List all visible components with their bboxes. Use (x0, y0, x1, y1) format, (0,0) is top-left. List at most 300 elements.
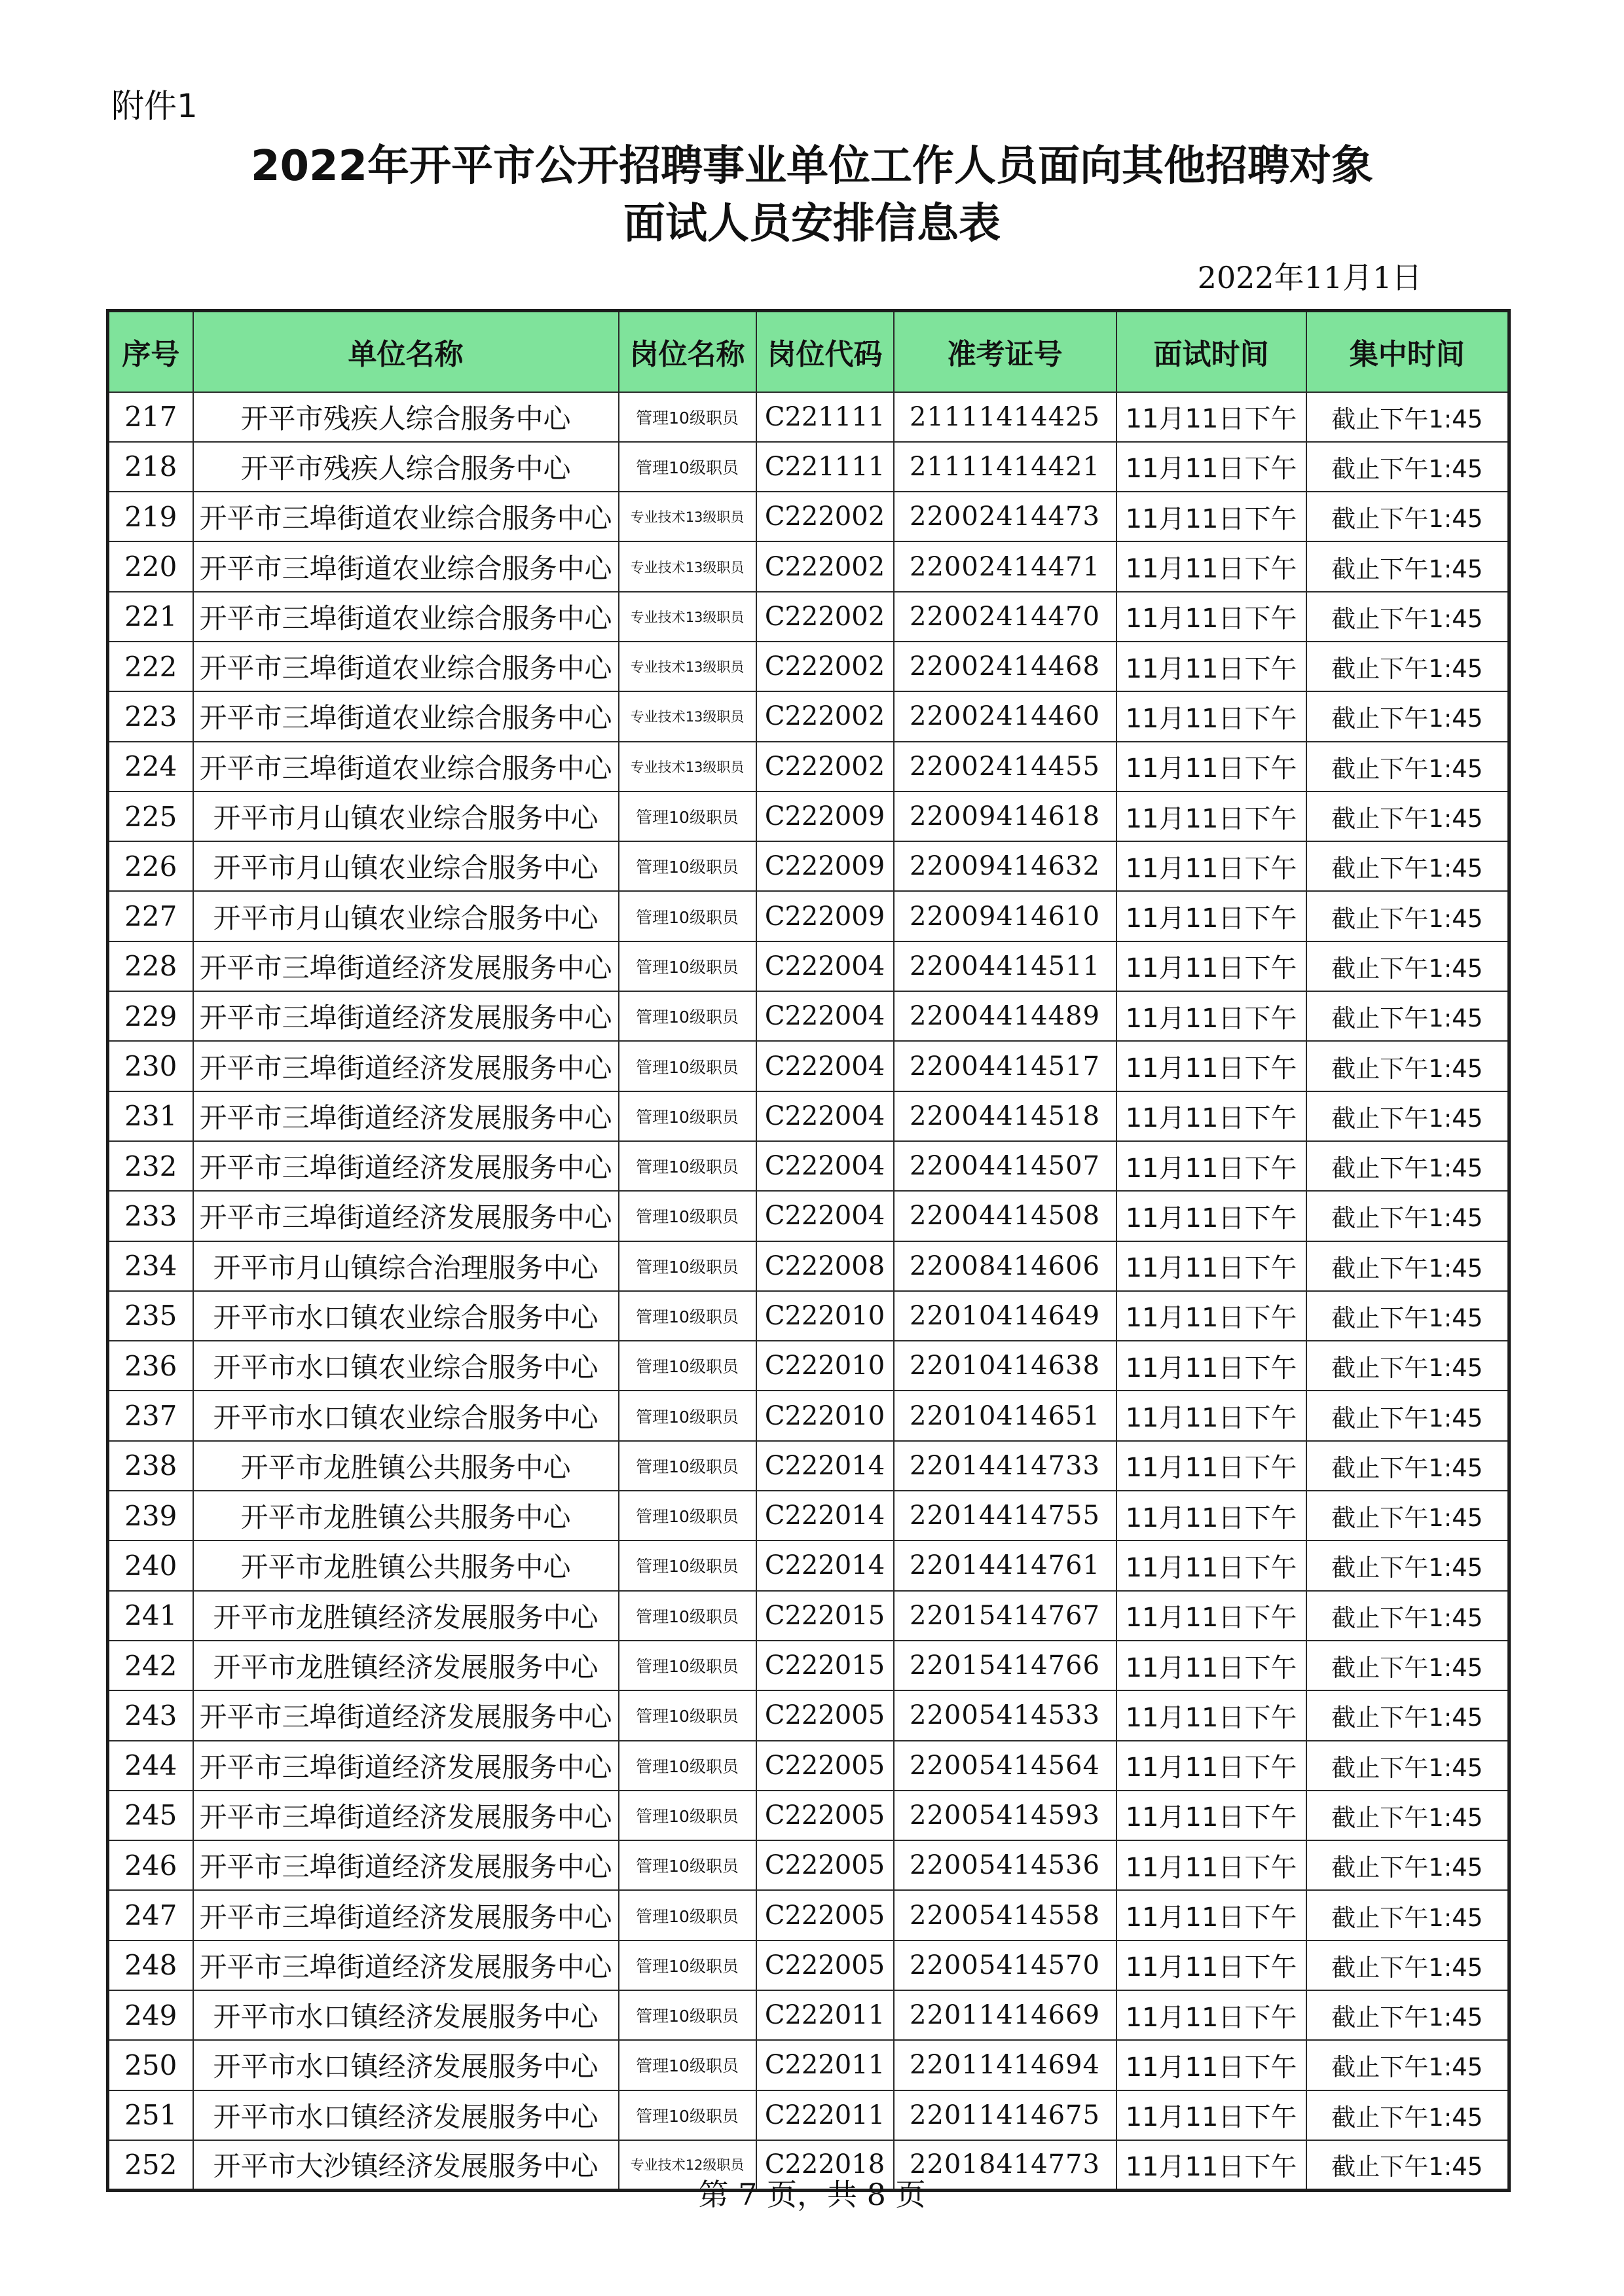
cell-seq: 237 (108, 1391, 193, 1440)
cell-gather-time: 截止下午1:45 (1306, 891, 1509, 941)
cell-post-code: C222005 (756, 1941, 894, 1990)
cell-interview-time: 11月11日下午 (1116, 592, 1306, 642)
cell-interview-time: 11月11日下午 (1116, 1041, 1306, 1091)
table-row (108, 1041, 1509, 1091)
table-row (108, 691, 1509, 741)
table-row (108, 792, 1509, 841)
cell-gather-time: 截止下午1:45 (1306, 1941, 1509, 1990)
cell-unit-name: 开平市三埠街道经济发展服务中心 (193, 1091, 619, 1141)
cell-interview-time: 11月11日下午 (1116, 1191, 1306, 1241)
cell-post-code: C222014 (756, 1540, 894, 1590)
cell-unit-name: 开平市水口镇经济发展服务中心 (193, 2090, 619, 2140)
cell-post-name: 管理10级职员 (619, 1291, 756, 1341)
cell-interview-time: 11月11日下午 (1116, 2090, 1306, 2140)
cell-seq: 225 (108, 792, 193, 841)
cell-interview-time: 11月11日下午 (1116, 891, 1306, 941)
cell-ticket-number: 22014414733 (894, 1441, 1116, 1491)
cell-seq: 248 (108, 1941, 193, 1990)
cell-post-code: C222002 (756, 642, 894, 691)
cell-gather-time: 截止下午1:45 (1306, 1141, 1509, 1191)
cell-ticket-number: 22009414610 (894, 891, 1116, 941)
cell-post-name: 管理10级职员 (619, 1990, 756, 2040)
interview-schedule-table (106, 309, 1511, 2192)
cell-post-name: 管理10级职员 (619, 941, 756, 991)
cell-gather-time: 截止下午1:45 (1306, 742, 1509, 792)
cell-ticket-number: 22010414651 (894, 1391, 1116, 1440)
cell-post-code: C222004 (756, 941, 894, 991)
cell-post-name: 专业技术13级职员 (619, 642, 756, 691)
cell-ticket-number: 22008414606 (894, 1241, 1116, 1291)
cell-ticket-number: 22004414511 (894, 941, 1116, 991)
cell-seq: 229 (108, 991, 193, 1041)
cell-unit-name: 开平市龙胜镇公共服务中心 (193, 1491, 619, 1540)
cell-seq: 251 (108, 2090, 193, 2140)
cell-interview-time: 11月11日下午 (1116, 841, 1306, 891)
table-row (108, 1540, 1509, 1590)
cell-unit-name: 开平市三埠街道经济发展服务中心 (193, 1840, 619, 1890)
cell-seq: 230 (108, 1041, 193, 1091)
cell-post-code: C222005 (756, 1890, 894, 1940)
cell-post-code: C222011 (756, 2090, 894, 2140)
cell-seq: 228 (108, 941, 193, 991)
cell-seq: 226 (108, 841, 193, 891)
cell-gather-time: 截止下午1:45 (1306, 1091, 1509, 1141)
cell-unit-name: 开平市三埠街道经济发展服务中心 (193, 1941, 619, 1990)
cell-unit-name: 开平市三埠街道农业综合服务中心 (193, 492, 619, 541)
cell-unit-name: 开平市大沙镇经济发展服务中心 (193, 2140, 619, 2190)
cell-seq: 238 (108, 1441, 193, 1491)
cell-post-name: 管理10级职员 (619, 1890, 756, 1940)
cell-post-code: C222015 (756, 1591, 894, 1641)
cell-unit-name: 开平市水口镇农业综合服务中心 (193, 1291, 619, 1341)
cell-post-code: C222008 (756, 1241, 894, 1291)
cell-seq: 234 (108, 1241, 193, 1291)
cell-gather-time: 截止下午1:45 (1306, 1641, 1509, 1690)
cell-post-code: C222018 (756, 2140, 894, 2190)
cell-ticket-number: 22018414773 (894, 2140, 1116, 2190)
cell-post-code: C222005 (756, 1690, 894, 1740)
cell-unit-name: 开平市三埠街道经济发展服务中心 (193, 1141, 619, 1191)
cell-gather-time: 截止下午1:45 (1306, 1491, 1509, 1540)
cell-unit-name: 开平市水口镇经济发展服务中心 (193, 1990, 619, 2040)
cell-gather-time: 截止下午1:45 (1306, 1791, 1509, 1840)
cell-seq: 222 (108, 642, 193, 691)
cell-interview-time: 11月11日下午 (1116, 492, 1306, 541)
cell-unit-name: 开平市三埠街道经济发展服务中心 (193, 1191, 619, 1241)
cell-unit-name: 开平市龙胜镇公共服务中心 (193, 1540, 619, 1590)
cell-ticket-number: 22004414489 (894, 991, 1116, 1041)
table-row (108, 1091, 1509, 1141)
table-row (108, 1990, 1509, 2040)
cell-post-name: 管理10级职员 (619, 1791, 756, 1840)
cell-gather-time: 截止下午1:45 (1306, 1591, 1509, 1641)
cell-post-name: 管理10级职员 (619, 1041, 756, 1091)
cell-ticket-number: 21111414425 (894, 392, 1116, 442)
cell-gather-time: 截止下午1:45 (1306, 991, 1509, 1041)
cell-interview-time: 11月11日下午 (1116, 1291, 1306, 1341)
cell-ticket-number: 22011414675 (894, 2090, 1116, 2140)
table-row (108, 442, 1509, 492)
cell-ticket-number: 22010414649 (894, 1291, 1116, 1341)
cell-ticket-number: 22002414460 (894, 691, 1116, 741)
cell-unit-name: 开平市三埠街道经济发展服务中心 (193, 1791, 619, 1840)
table-body (108, 392, 1509, 2191)
cell-ticket-number: 22004414508 (894, 1191, 1116, 1241)
header-ticket-number: 准考证号 (894, 311, 1116, 392)
cell-ticket-number: 22002414473 (894, 492, 1116, 541)
cell-seq: 231 (108, 1091, 193, 1141)
document-date: 2022年11月1日 (1197, 260, 1422, 295)
cell-ticket-number: 22010414638 (894, 1341, 1116, 1391)
cell-seq: 239 (108, 1491, 193, 1540)
cell-unit-name: 开平市龙胜镇公共服务中心 (193, 1441, 619, 1491)
cell-post-name: 管理10级职员 (619, 1191, 756, 1241)
cell-unit-name: 开平市三埠街道农业综合服务中心 (193, 541, 619, 591)
cell-gather-time: 截止下午1:45 (1306, 941, 1509, 991)
cell-seq: 221 (108, 592, 193, 642)
cell-gather-time: 截止下午1:45 (1306, 1990, 1509, 2040)
cell-gather-time: 截止下午1:45 (1306, 642, 1509, 691)
table-row (108, 1191, 1509, 1241)
cell-unit-name: 开平市三埠街道经济发展服务中心 (193, 941, 619, 991)
cell-post-code: C222004 (756, 1141, 894, 1191)
cell-post-name: 专业技术13级职员 (619, 592, 756, 642)
cell-ticket-number: 22009414632 (894, 841, 1116, 891)
header-post-code: 岗位代码 (756, 311, 894, 392)
cell-interview-time: 11月11日下午 (1116, 1241, 1306, 1291)
cell-post-name: 管理10级职员 (619, 1091, 756, 1141)
table-row (108, 1341, 1509, 1391)
cell-post-name: 管理10级职员 (619, 1591, 756, 1641)
cell-post-name: 管理10级职员 (619, 1540, 756, 1590)
cell-unit-name: 开平市三埠街道经济发展服务中心 (193, 1041, 619, 1091)
document-title-line-2: 面试人员安排信息表 (623, 200, 1001, 248)
cell-post-code: C222004 (756, 1091, 894, 1141)
cell-post-name: 管理10级职员 (619, 1341, 756, 1391)
cell-interview-time: 11月11日下午 (1116, 1791, 1306, 1840)
cell-gather-time: 截止下午1:45 (1306, 2140, 1509, 2190)
cell-interview-time: 11月11日下午 (1116, 392, 1306, 442)
cell-gather-time: 截止下午1:45 (1306, 1540, 1509, 1590)
header-post-name: 岗位名称 (619, 311, 756, 392)
table-header-row (108, 311, 1509, 392)
table-row (108, 642, 1509, 691)
cell-post-name: 管理10级职员 (619, 392, 756, 442)
cell-ticket-number: 22002414471 (894, 541, 1116, 591)
cell-seq: 249 (108, 1990, 193, 2040)
cell-seq: 220 (108, 541, 193, 591)
cell-interview-time: 11月11日下午 (1116, 792, 1306, 841)
cell-ticket-number: 22005414564 (894, 1741, 1116, 1791)
cell-post-name: 管理10级职员 (619, 1840, 756, 1890)
cell-unit-name: 开平市月山镇农业综合服务中心 (193, 792, 619, 841)
cell-gather-time: 截止下午1:45 (1306, 691, 1509, 741)
cell-seq: 250 (108, 2040, 193, 2090)
cell-seq: 232 (108, 1141, 193, 1191)
cell-gather-time: 截止下午1:45 (1306, 1690, 1509, 1740)
cell-gather-time: 截止下午1:45 (1306, 392, 1509, 442)
cell-interview-time: 11月11日下午 (1116, 642, 1306, 691)
cell-interview-time: 11月11日下午 (1116, 442, 1306, 492)
cell-post-name: 管理10级职员 (619, 841, 756, 891)
cell-post-name: 管理10级职员 (619, 891, 756, 941)
cell-post-name: 专业技术13级职员 (619, 691, 756, 741)
table-row (108, 1391, 1509, 1440)
cell-gather-time: 截止下午1:45 (1306, 2090, 1509, 2140)
cell-post-code: C222010 (756, 1291, 894, 1341)
table-row (108, 541, 1509, 591)
cell-seq: 236 (108, 1341, 193, 1391)
cell-gather-time: 截止下午1:45 (1306, 1741, 1509, 1791)
table-row (108, 941, 1509, 991)
cell-ticket-number: 22005414536 (894, 1840, 1116, 1890)
cell-post-name: 管理10级职员 (619, 1941, 756, 1990)
cell-unit-name: 开平市月山镇农业综合服务中心 (193, 841, 619, 891)
cell-unit-name: 开平市水口镇农业综合服务中心 (193, 1341, 619, 1391)
header-gather-time: 集中时间 (1306, 311, 1509, 392)
cell-interview-time: 11月11日下午 (1116, 691, 1306, 741)
cell-ticket-number: 22014414761 (894, 1540, 1116, 1590)
cell-unit-name: 开平市残疾人综合服务中心 (193, 442, 619, 492)
cell-post-code: C222014 (756, 1491, 894, 1540)
cell-gather-time: 截止下午1:45 (1306, 1341, 1509, 1391)
cell-post-code: C222002 (756, 492, 894, 541)
cell-unit-name: 开平市三埠街道农业综合服务中心 (193, 592, 619, 642)
table-row (108, 2040, 1509, 2090)
cell-gather-time: 截止下午1:45 (1306, 792, 1509, 841)
table-row (108, 392, 1509, 442)
table-row (108, 991, 1509, 1041)
cell-ticket-number: 22011414694 (894, 2040, 1116, 2090)
cell-post-code: C222004 (756, 1041, 894, 1091)
cell-post-code: C222004 (756, 991, 894, 1041)
cell-gather-time: 截止下午1:45 (1306, 1391, 1509, 1440)
cell-gather-time: 截止下午1:45 (1306, 492, 1509, 541)
cell-interview-time: 11月11日下午 (1116, 1591, 1306, 1641)
cell-post-name: 管理10级职员 (619, 1741, 756, 1791)
cell-post-code: C222005 (756, 1791, 894, 1840)
table-row (108, 742, 1509, 792)
cell-interview-time: 11月11日下午 (1116, 1990, 1306, 2040)
cell-interview-time: 11月11日下午 (1116, 1141, 1306, 1191)
table-row (108, 841, 1509, 891)
cell-interview-time: 11月11日下午 (1116, 1840, 1306, 1890)
cell-post-name: 专业技术13级职员 (619, 742, 756, 792)
cell-unit-name: 开平市三埠街道经济发展服务中心 (193, 1890, 619, 1940)
cell-post-code: C222002 (756, 541, 894, 591)
cell-post-name: 专业技术12级职员 (619, 2140, 756, 2190)
cell-post-name: 专业技术13级职员 (619, 541, 756, 591)
cell-post-name: 管理10级职员 (619, 1491, 756, 1540)
page-footer: 第 7 页，共 8 页 (698, 2177, 926, 2212)
cell-seq: 241 (108, 1591, 193, 1641)
cell-unit-name: 开平市水口镇农业综合服务中心 (193, 1391, 619, 1440)
cell-post-code: C222004 (756, 1191, 894, 1241)
cell-interview-time: 11月11日下午 (1116, 1341, 1306, 1391)
cell-seq: 223 (108, 691, 193, 741)
cell-seq: 247 (108, 1890, 193, 1940)
cell-post-code: C221111 (756, 392, 894, 442)
cell-ticket-number: 22005414558 (894, 1890, 1116, 1940)
cell-ticket-number: 22004414518 (894, 1091, 1116, 1141)
table-row (108, 492, 1509, 541)
cell-seq: 218 (108, 442, 193, 492)
cell-post-code: C222009 (756, 841, 894, 891)
cell-post-code: C222011 (756, 2040, 894, 2090)
cell-ticket-number: 22015414766 (894, 1641, 1116, 1690)
table-row (108, 1840, 1509, 1890)
cell-ticket-number: 22014414755 (894, 1491, 1116, 1540)
cell-post-name: 管理10级职员 (619, 2090, 756, 2140)
cell-post-name: 管理10级职员 (619, 1690, 756, 1740)
cell-post-name: 管理10级职员 (619, 1391, 756, 1440)
cell-ticket-number: 22015414767 (894, 1591, 1116, 1641)
cell-seq: 246 (108, 1840, 193, 1890)
table-row (108, 592, 1509, 642)
cell-gather-time: 截止下午1:45 (1306, 1890, 1509, 1940)
cell-gather-time: 截止下午1:45 (1306, 1041, 1509, 1091)
attachment-label: 附件1 (111, 87, 198, 125)
cell-ticket-number: 22005414533 (894, 1690, 1116, 1740)
table-row (108, 1941, 1509, 1990)
cell-seq: 233 (108, 1191, 193, 1241)
cell-post-name: 管理10级职员 (619, 1241, 756, 1291)
cell-gather-time: 截止下午1:45 (1306, 2040, 1509, 2090)
cell-interview-time: 11月11日下午 (1116, 2040, 1306, 2090)
table-row (108, 1741, 1509, 1791)
cell-gather-time: 截止下午1:45 (1306, 841, 1509, 891)
cell-ticket-number: 22009414618 (894, 792, 1116, 841)
cell-interview-time: 11月11日下午 (1116, 1091, 1306, 1141)
cell-post-code: C222002 (756, 592, 894, 642)
cell-unit-name: 开平市龙胜镇经济发展服务中心 (193, 1641, 619, 1690)
cell-seq: 243 (108, 1690, 193, 1740)
cell-post-code: C222002 (756, 691, 894, 741)
cell-interview-time: 11月11日下午 (1116, 541, 1306, 591)
cell-seq: 224 (108, 742, 193, 792)
cell-post-name: 管理10级职员 (619, 2040, 756, 2090)
cell-ticket-number: 21111414421 (894, 442, 1116, 492)
cell-unit-name: 开平市三埠街道经济发展服务中心 (193, 1741, 619, 1791)
document-title-line-1: 2022年开平市公开招聘事业单位工作人员面向其他招聘对象 (250, 142, 1374, 191)
table-row (108, 1641, 1509, 1690)
cell-interview-time: 11月11日下午 (1116, 1491, 1306, 1540)
cell-ticket-number: 22011414669 (894, 1990, 1116, 2040)
table-row (108, 1141, 1509, 1191)
cell-post-code: C222009 (756, 792, 894, 841)
table-row (108, 1241, 1509, 1291)
cell-post-code: C222015 (756, 1641, 894, 1690)
cell-seq: 235 (108, 1291, 193, 1341)
cell-seq: 252 (108, 2140, 193, 2190)
cell-ticket-number: 22002414455 (894, 742, 1116, 792)
cell-gather-time: 截止下午1:45 (1306, 1241, 1509, 1291)
cell-interview-time: 11月11日下午 (1116, 742, 1306, 792)
cell-gather-time: 截止下午1:45 (1306, 1191, 1509, 1241)
cell-unit-name: 开平市龙胜镇经济发展服务中心 (193, 1591, 619, 1641)
cell-unit-name: 开平市残疾人综合服务中心 (193, 392, 619, 442)
cell-post-name: 管理10级职员 (619, 1441, 756, 1491)
cell-unit-name: 开平市三埠街道农业综合服务中心 (193, 642, 619, 691)
cell-seq: 219 (108, 492, 193, 541)
cell-post-code: C222011 (756, 1990, 894, 2040)
cell-gather-time: 截止下午1:45 (1306, 442, 1509, 492)
cell-post-name: 专业技术13级职员 (619, 492, 756, 541)
cell-interview-time: 11月11日下午 (1116, 1441, 1306, 1491)
cell-interview-time: 11月11日下午 (1116, 941, 1306, 991)
cell-post-name: 管理10级职员 (619, 1141, 756, 1191)
table-row (108, 2090, 1509, 2140)
cell-ticket-number: 22002414468 (894, 642, 1116, 691)
table-row (108, 1791, 1509, 1840)
cell-unit-name: 开平市三埠街道经济发展服务中心 (193, 991, 619, 1041)
cell-ticket-number: 22004414517 (894, 1041, 1116, 1091)
cell-unit-name: 开平市三埠街道经济发展服务中心 (193, 1690, 619, 1740)
table-row (108, 1890, 1509, 1940)
cell-interview-time: 11月11日下午 (1116, 2140, 1306, 2190)
table-row (108, 1690, 1509, 1740)
cell-interview-time: 11月11日下午 (1116, 1941, 1306, 1990)
cell-seq: 217 (108, 392, 193, 442)
cell-post-code: C222009 (756, 891, 894, 941)
cell-ticket-number: 22005414570 (894, 1941, 1116, 1990)
table-row (108, 1291, 1509, 1341)
cell-unit-name: 开平市月山镇综合治理服务中心 (193, 1241, 619, 1291)
table-row (108, 1441, 1509, 1491)
header-interview-time: 面试时间 (1116, 311, 1306, 392)
cell-interview-time: 11月11日下午 (1116, 1690, 1306, 1740)
cell-post-name: 管理10级职员 (619, 792, 756, 841)
cell-unit-name: 开平市水口镇经济发展服务中心 (193, 2040, 619, 2090)
cell-seq: 240 (108, 1540, 193, 1590)
cell-seq: 244 (108, 1741, 193, 1791)
cell-post-name: 管理10级职员 (619, 442, 756, 492)
cell-ticket-number: 22002414470 (894, 592, 1116, 642)
cell-gather-time: 截止下午1:45 (1306, 592, 1509, 642)
cell-interview-time: 11月11日下午 (1116, 1391, 1306, 1440)
cell-unit-name: 开平市月山镇农业综合服务中心 (193, 891, 619, 941)
cell-post-code: C222010 (756, 1391, 894, 1440)
header-seq: 序号 (108, 311, 193, 392)
cell-post-code: C222005 (756, 1840, 894, 1890)
cell-ticket-number: 22004414507 (894, 1141, 1116, 1191)
cell-post-code: C222010 (756, 1341, 894, 1391)
cell-interview-time: 11月11日下午 (1116, 1641, 1306, 1690)
table-row (108, 1591, 1509, 1641)
cell-interview-time: 11月11日下午 (1116, 1741, 1306, 1791)
cell-seq: 245 (108, 1791, 193, 1840)
cell-unit-name: 开平市三埠街道农业综合服务中心 (193, 742, 619, 792)
cell-post-code: C222002 (756, 742, 894, 792)
cell-interview-time: 11月11日下午 (1116, 991, 1306, 1041)
cell-seq: 242 (108, 1641, 193, 1690)
cell-post-code: C221111 (756, 442, 894, 492)
table-row (108, 1491, 1509, 1540)
cell-post-name: 管理10级职员 (619, 991, 756, 1041)
cell-interview-time: 11月11日下午 (1116, 1540, 1306, 1590)
cell-post-name: 管理10级职员 (619, 1641, 756, 1690)
cell-unit-name: 开平市三埠街道农业综合服务中心 (193, 691, 619, 741)
cell-post-code: C222005 (756, 1741, 894, 1791)
cell-interview-time: 11月11日下午 (1116, 1890, 1306, 1940)
cell-gather-time: 截止下午1:45 (1306, 1441, 1509, 1491)
table-row (108, 891, 1509, 941)
cell-gather-time: 截止下午1:45 (1306, 1291, 1509, 1341)
header-unit-name: 单位名称 (193, 311, 619, 392)
cell-seq: 227 (108, 891, 193, 941)
cell-ticket-number: 22005414593 (894, 1791, 1116, 1840)
cell-gather-time: 截止下午1:45 (1306, 541, 1509, 591)
